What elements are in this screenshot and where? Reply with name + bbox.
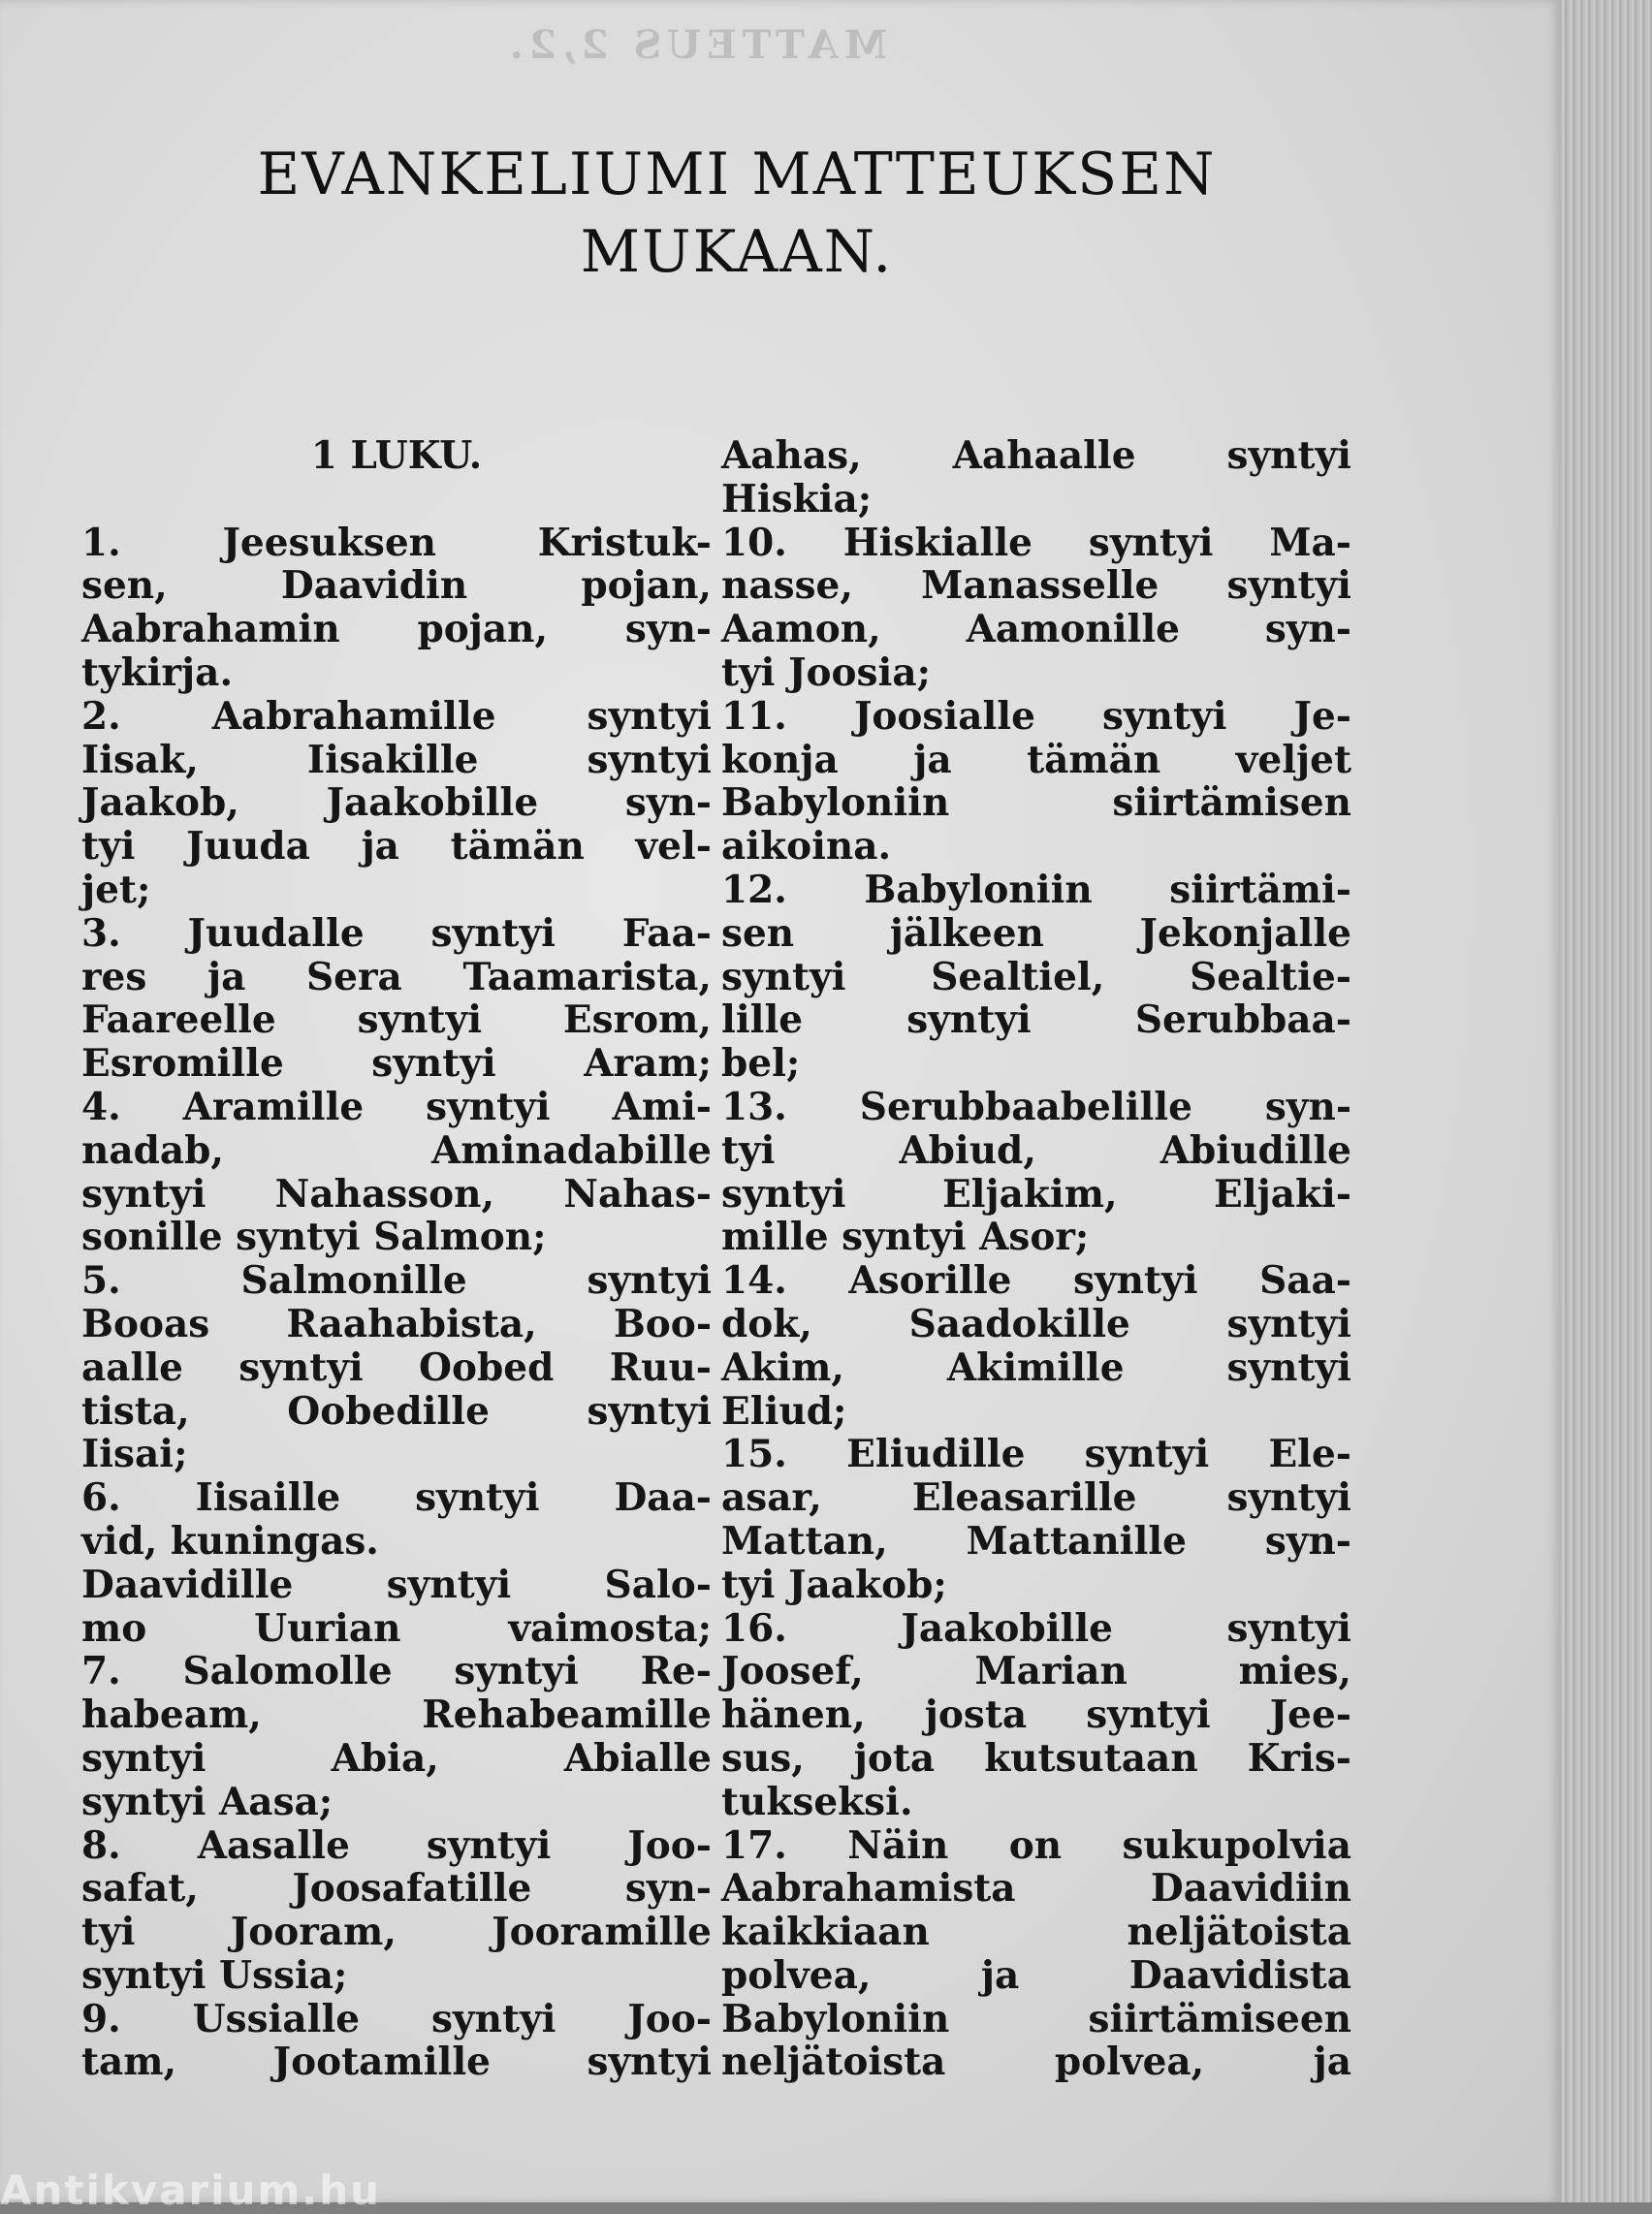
text-line: Aabrahamin pojan, syn- bbox=[81, 607, 712, 652]
text-line: 8. Aasalle syntyi Joo- bbox=[81, 1822, 712, 1868]
text-line: 15. Eliudille syntyi Ele- bbox=[721, 1432, 1351, 1477]
text-line: Aamon, Aamonille syn- bbox=[721, 607, 1351, 652]
text-line: syntyi Abia, Abialle bbox=[81, 1735, 712, 1781]
text-line: tyi Abiud, Abiudille bbox=[721, 1127, 1351, 1173]
text-line: aikoina. bbox=[721, 824, 892, 870]
text-line: 11. Joosialle syntyi Je- bbox=[721, 693, 1351, 739]
text-line: Babyloniin siirtämisen bbox=[721, 780, 1351, 826]
text-line: tykirja. bbox=[81, 649, 234, 695]
text-line: habeam, Rehabeamille bbox=[81, 1692, 712, 1738]
text-line: 7. Salomolle syntyi Re- bbox=[81, 1649, 712, 1694]
text-line: mille syntyi Asor; bbox=[721, 1215, 1090, 1260]
text-line: Babyloniin siirtämiseen bbox=[721, 1996, 1351, 2041]
text-line: sen jälkeen Jekonjalle bbox=[721, 910, 1351, 956]
show-through-header: MATTEUS 2,2. bbox=[504, 22, 887, 68]
text-line: syntyi Sealtiel, Sealtie- bbox=[721, 954, 1351, 999]
text-line: jet; bbox=[81, 867, 151, 912]
text-line: tyi Jaakob; bbox=[721, 1562, 947, 1607]
text-line: safat, Joosafatille syn- bbox=[81, 1866, 712, 1912]
page-title bbox=[126, 136, 1348, 291]
text-line: sus, jota kutsutaan Kris- bbox=[721, 1735, 1351, 1781]
text-line: Booas Raahabista, Boo- bbox=[81, 1301, 712, 1346]
text-line: tista, Oobedille syntyi bbox=[81, 1388, 712, 1434]
text-line: 14. Asorille syntyi Saa- bbox=[721, 1258, 1351, 1304]
text-line: nasse, Manasselle syntyi bbox=[721, 563, 1351, 609]
text-line: Aabrahamista Daavidiin bbox=[721, 1866, 1351, 1912]
text-line: Akim, Akimille syntyi bbox=[721, 1344, 1351, 1390]
title-line-1: EVANKELIUMI MATTEUKSEN bbox=[257, 141, 1217, 208]
text-line: 13. Serubbaabelille syn- bbox=[721, 1084, 1351, 1129]
text-line: sonille syntyi Salmon; bbox=[81, 1215, 547, 1260]
text-line: hänen, josta syntyi Jee- bbox=[721, 1692, 1351, 1738]
text-line: 2. Aabrahamille syntyi bbox=[81, 693, 712, 739]
text-line: Iisai; bbox=[81, 1432, 188, 1477]
text-line: 16. Jaakobille syntyi bbox=[721, 1605, 1351, 1651]
text-line: tukseksi. bbox=[721, 1779, 913, 1824]
text-line: syntyi Aasa; bbox=[81, 1779, 334, 1824]
text-line: Daavidille syntyi Salo- bbox=[81, 1562, 712, 1607]
text-line: kaikkiaan neljätoista bbox=[721, 1910, 1351, 1955]
page-edges bbox=[1561, 0, 1652, 2202]
text-line: neljätoista polvea, ja bbox=[721, 2040, 1351, 2085]
text-line: Faareelle syntyi Esrom, bbox=[81, 997, 712, 1043]
text-line: 10. Hiskialle syntyi Ma- bbox=[721, 520, 1351, 565]
text-line: sen, Daavidin pojan, bbox=[81, 563, 712, 609]
text-line: konja ja tämän veljet bbox=[721, 737, 1351, 782]
text-line: 12. Babyloniin siirtämi- bbox=[721, 867, 1351, 912]
text-line: Esromille syntyi Aram; bbox=[81, 1041, 712, 1087]
text-line: polvea, ja Daavidista bbox=[721, 1952, 1351, 1998]
text-line: Hiskia; bbox=[721, 476, 873, 522]
title-line-2: MUKAAN. bbox=[580, 218, 894, 286]
text-line: lille syntyi Serubbaa- bbox=[721, 997, 1351, 1043]
text-line: 6. Iisaille syntyi Daa- bbox=[81, 1475, 712, 1521]
text-line bbox=[81, 478, 712, 522]
right-text-column bbox=[721, 434, 1351, 2084]
text-line: dok, Saadokille syntyi bbox=[721, 1301, 1351, 1346]
text-line: 3. Juudalle syntyi Faa- bbox=[81, 910, 712, 956]
text-line: vid, kuningas. bbox=[81, 1518, 379, 1564]
text-line: 5. Salmonille syntyi bbox=[81, 1258, 712, 1304]
left-text-column bbox=[81, 434, 712, 2084]
text-line: syntyi Ussia; bbox=[81, 1952, 348, 1998]
text-line: mo Uurian vaimosta; bbox=[81, 1605, 712, 1651]
text-line: Jaakob, Jaakobille syn- bbox=[81, 780, 712, 826]
text-line: 1 LUKU. bbox=[310, 433, 483, 478]
text-line: 4. Aramille syntyi Ami- bbox=[81, 1084, 712, 1129]
text-line: bel; bbox=[721, 1041, 801, 1087]
watermark: Antikvarium.hu bbox=[0, 2167, 382, 2214]
text-line: Aahas, Aahaalle syntyi bbox=[721, 433, 1351, 478]
text-line: Iisak, Iisakille syntyi bbox=[81, 737, 712, 782]
text-line: nadab, Aminadabille bbox=[81, 1127, 712, 1173]
text-line: syntyi Nahasson, Nahas- bbox=[81, 1171, 712, 1217]
text-line: 17. Näin on sukupolvia bbox=[721, 1822, 1351, 1868]
text-line: tyi Juuda ja tämän vel- bbox=[81, 824, 712, 870]
text-line: tyi Jooram, Jooramille bbox=[81, 1910, 712, 1955]
text-line: asar, Eleasarille syntyi bbox=[721, 1475, 1351, 1521]
text-line: aalle syntyi Oobed Ruu- bbox=[81, 1344, 712, 1390]
text-line: 9. Ussialle syntyi Joo- bbox=[81, 1996, 712, 2041]
text-line: tam, Jootamille syntyi bbox=[81, 2040, 712, 2085]
text-line: Eliud; bbox=[721, 1388, 847, 1434]
text-line: 1. Jeesuksen Kristuk- bbox=[81, 520, 712, 565]
text-line: syntyi Eljakim, Eljaki- bbox=[721, 1171, 1351, 1217]
text-line: Mattan, Mattanille syn- bbox=[721, 1518, 1351, 1564]
text-line: Joosef, Marian mies, bbox=[721, 1649, 1351, 1694]
text-line: tyi Joosia; bbox=[721, 649, 931, 695]
text-line: res ja Sera Taamarista, bbox=[81, 954, 712, 999]
